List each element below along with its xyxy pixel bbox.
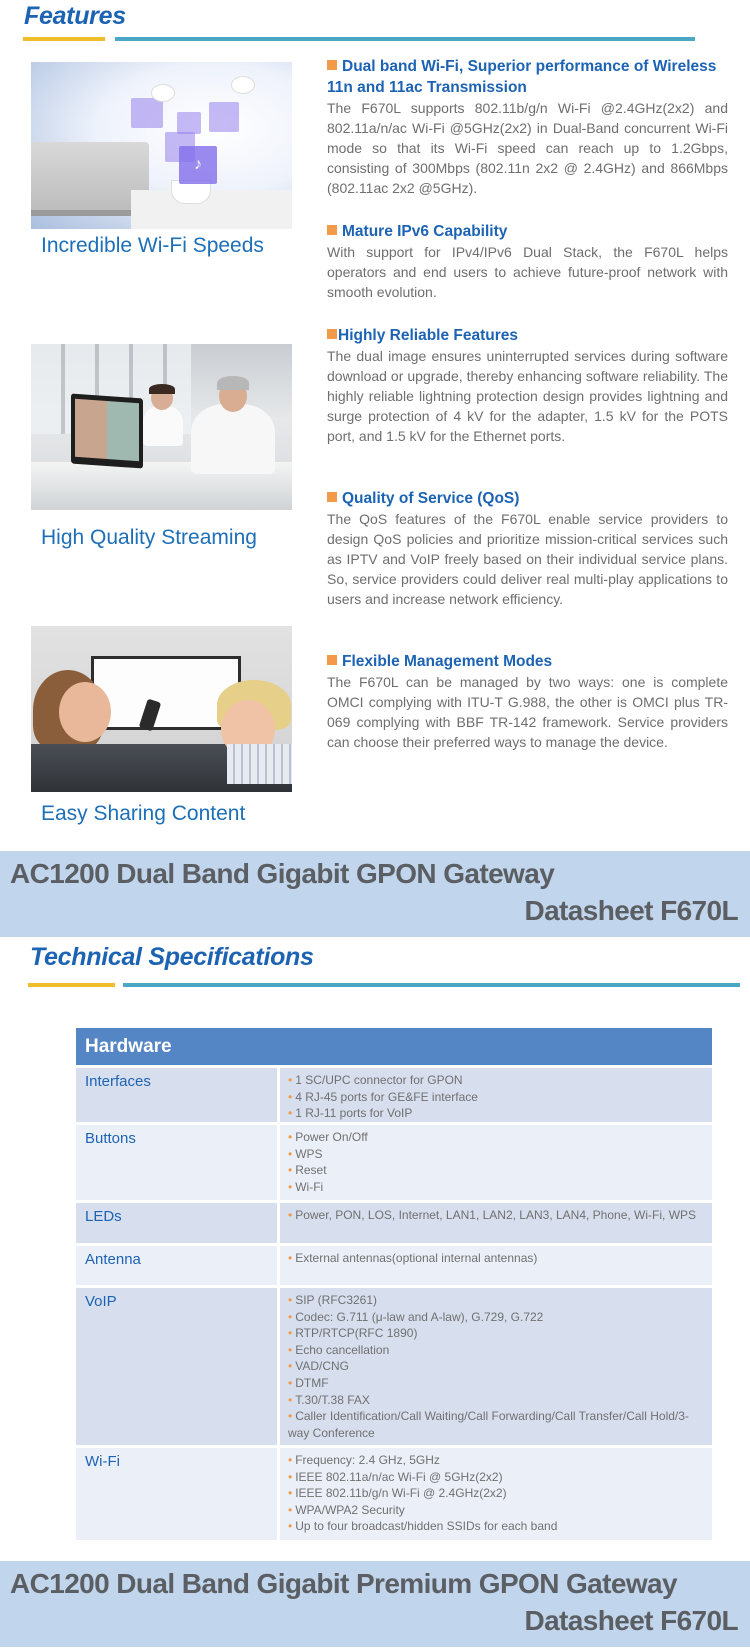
video-call-screen: [75, 399, 139, 461]
orange-square-bullet-icon: [327, 329, 337, 339]
feature-title: [327, 488, 728, 509]
chat-bubble-icon: [151, 84, 175, 102]
feature-title: [327, 221, 728, 242]
app-tile-icon: [177, 112, 201, 134]
feature-body: The QoS features of the F670L enable service providers to design QoS policies and prioritize mission-critical services such as IPTV and VoIP freely based on their individual service plans. So, service providers could deliver real multi-play applications to users and increase network efficiency.: [327, 511, 728, 607]
heading-accent-rule: [23, 37, 105, 41]
product-banner-footer: [0, 1561, 750, 1647]
person-face-shape: [59, 682, 111, 742]
spec-row-antenna: [76, 1246, 712, 1288]
feature-body: The F670L supports 802.11b/g/n Wi-Fi @2.4GHz(2x2) and 802.11a/n/ac Wi-Fi @5GHz(2x2) in Dual-Band concurrent Wi-Fi mode so that its Wi-Fi speed can reach up to 1.2Gbps, consisting of 300Mbps (802.11n 2x2 @ 2.4GHz) and 866Mbps (802.11ac 2x2 @5GHz).: [327, 100, 728, 196]
spec-value: • External antennas(optional internal antennas): [288, 1250, 702, 1267]
feature-title: [327, 56, 728, 98]
spec-value: • Caller Identification/Call Waiting/Call Forwarding/Call Transfer/Call Hold/3-way Conference: [288, 1408, 702, 1441]
feature-management: [327, 651, 728, 752]
spec-values: [280, 1203, 712, 1243]
heading-main-rule: [115, 37, 695, 41]
wifi-speeds-image: [31, 62, 292, 229]
spec-value: • T.30/T.38 FAX: [288, 1392, 702, 1409]
spec-values: [280, 1068, 712, 1122]
spec-value: • Power On/Off: [288, 1129, 702, 1146]
feature-body: The dual image ensures uninterrupted services during software download or upgrade, thereby enhancing software reliability. The highly reliable lightning protection design provides lightning and surge protection of 4 kV for the adapter, 1.5 kV for the POTS port, and 1.5 kV for the Ethernet ports.: [327, 348, 728, 444]
spec-value: • Up to four broadcast/hidden SSIDs for each band: [288, 1518, 702, 1535]
feature-title-text: Mature IPv6 Capability: [342, 223, 508, 240]
tech-specs-heading: Technical Specifications: [30, 943, 314, 971]
person-shape: [191, 404, 275, 474]
orange-square-bullet-icon: [327, 655, 337, 665]
app-tile-icon: [131, 98, 163, 128]
spec-value: • DTMF: [288, 1375, 702, 1392]
orange-square-bullet-icon: [327, 492, 337, 502]
feature-ipv6: [327, 221, 728, 302]
spec-value: • Echo cancellation: [288, 1342, 702, 1359]
orange-square-bullet-icon: [327, 225, 337, 235]
spec-value: • 4 RJ-45 ports for GE&FE interface: [288, 1089, 702, 1106]
spec-value: • VAD/CNG: [288, 1358, 702, 1375]
spec-label: Interfaces: [76, 1068, 280, 1122]
spec-value: • SIP (RFC3261): [288, 1292, 702, 1309]
banner-datasheet-label: Datasheet F670L: [524, 1605, 738, 1636]
sharing-content-image: [31, 626, 292, 792]
feature-title: [327, 651, 728, 672]
spec-values: [280, 1288, 712, 1445]
spec-value: • IEEE 802.11a/n/ac Wi-Fi @ 5GHz(2x2): [288, 1469, 702, 1486]
spec-values: [280, 1125, 712, 1200]
spec-values: [280, 1448, 712, 1540]
spec-table-header: Hardware: [76, 1028, 712, 1065]
streaming-image: [31, 344, 292, 510]
spec-value: • Wi-Fi: [288, 1179, 702, 1196]
feature-title-text: Dual band Wi-Fi, Superior performance of Wireless 11n and 11ac Transmission: [327, 58, 717, 96]
feature-qos: [327, 488, 728, 609]
spec-values: [280, 1246, 712, 1285]
spec-row-voip: [76, 1288, 712, 1448]
spec-value: • IEEE 802.11b/g/n Wi-Fi @ 2.4GHz(2x2): [288, 1485, 702, 1502]
feature-body: The F670L can be managed by two ways: one is complete OMCI complying with ITU-T G.988, the other is OMCI plus TR-069 complying with BBF TR-142 framework. Service providers can choose their preferred ways to manage the device.: [327, 674, 728, 750]
spec-value: • RTP/RTCP(RFC 1890): [288, 1325, 702, 1342]
feature-title-text: Flexible Management Modes: [342, 653, 553, 670]
spec-label: Buttons: [76, 1125, 280, 1200]
heading-accent-rule: [28, 983, 115, 987]
hardware-spec-table: [76, 1028, 712, 1540]
spec-value: • WPA/WPA2 Security: [288, 1502, 702, 1519]
feature-reliability: [327, 325, 728, 446]
caption-wifi-speeds: Incredible Wi-Fi Speeds: [41, 234, 264, 257]
features-heading: Features: [24, 2, 126, 30]
person-hair-shape: [149, 384, 175, 394]
shirt-shape: [227, 744, 292, 784]
spec-value: • Codec: G.711 (μ-law and A-law), G.729, G.722: [288, 1309, 702, 1326]
person-shape: [143, 406, 183, 446]
feature-dual-band-wifi: [327, 56, 728, 198]
spec-row-buttons: [76, 1125, 712, 1203]
feature-body: With support for IPv4/IPv6 Dual Stack, the F670L helps operators and end users to achieve future-proof network with smooth evolution.: [327, 244, 728, 300]
spec-value: • WPS: [288, 1146, 702, 1163]
caption-streaming: High Quality Streaming: [41, 526, 257, 549]
table-shape: [131, 190, 292, 229]
spec-row-interfaces: [76, 1068, 712, 1125]
spec-value: • Power, PON, LOS, Internet, LAN1, LAN2, LAN3, LAN4, Phone, Wi-Fi, WPS: [288, 1207, 702, 1224]
feature-title-text: Highly Reliable Features: [338, 327, 519, 344]
spec-value: • Frequency: 2.4 GHz, 5GHz: [288, 1452, 702, 1469]
spec-row-leds: [76, 1203, 712, 1246]
spec-value: • 1 SC/UPC connector for GPON: [288, 1072, 702, 1089]
chat-bubble-icon: [231, 76, 255, 94]
music-note-icon: ♪: [179, 146, 217, 184]
tv-tile-icon: [209, 102, 239, 132]
spec-label: Antenna: [76, 1246, 280, 1285]
feature-title: [327, 325, 728, 346]
spec-row-wifi: [76, 1448, 712, 1540]
spec-label: Wi-Fi: [76, 1448, 280, 1540]
banner-product-name: AC1200 Dual Band Gigabit Premium GPON Gateway: [10, 1568, 677, 1599]
feature-title-text: Quality of Service (QoS): [342, 490, 520, 507]
caption-sharing: Easy Sharing Content: [41, 802, 246, 825]
spec-label: LEDs: [76, 1203, 280, 1243]
banner-product-name: AC1200 Dual Band Gigabit GPON Gateway: [10, 858, 555, 889]
spec-value: • Reset: [288, 1162, 702, 1179]
person-hair-shape: [217, 376, 249, 390]
spec-label: VoIP: [76, 1288, 280, 1445]
heading-main-rule: [123, 983, 740, 987]
product-banner: [0, 851, 750, 937]
orange-square-bullet-icon: [327, 60, 337, 70]
spec-value: • 1 RJ-11 ports for VoIP: [288, 1105, 702, 1122]
banner-datasheet-label: Datasheet F670L: [524, 895, 738, 926]
